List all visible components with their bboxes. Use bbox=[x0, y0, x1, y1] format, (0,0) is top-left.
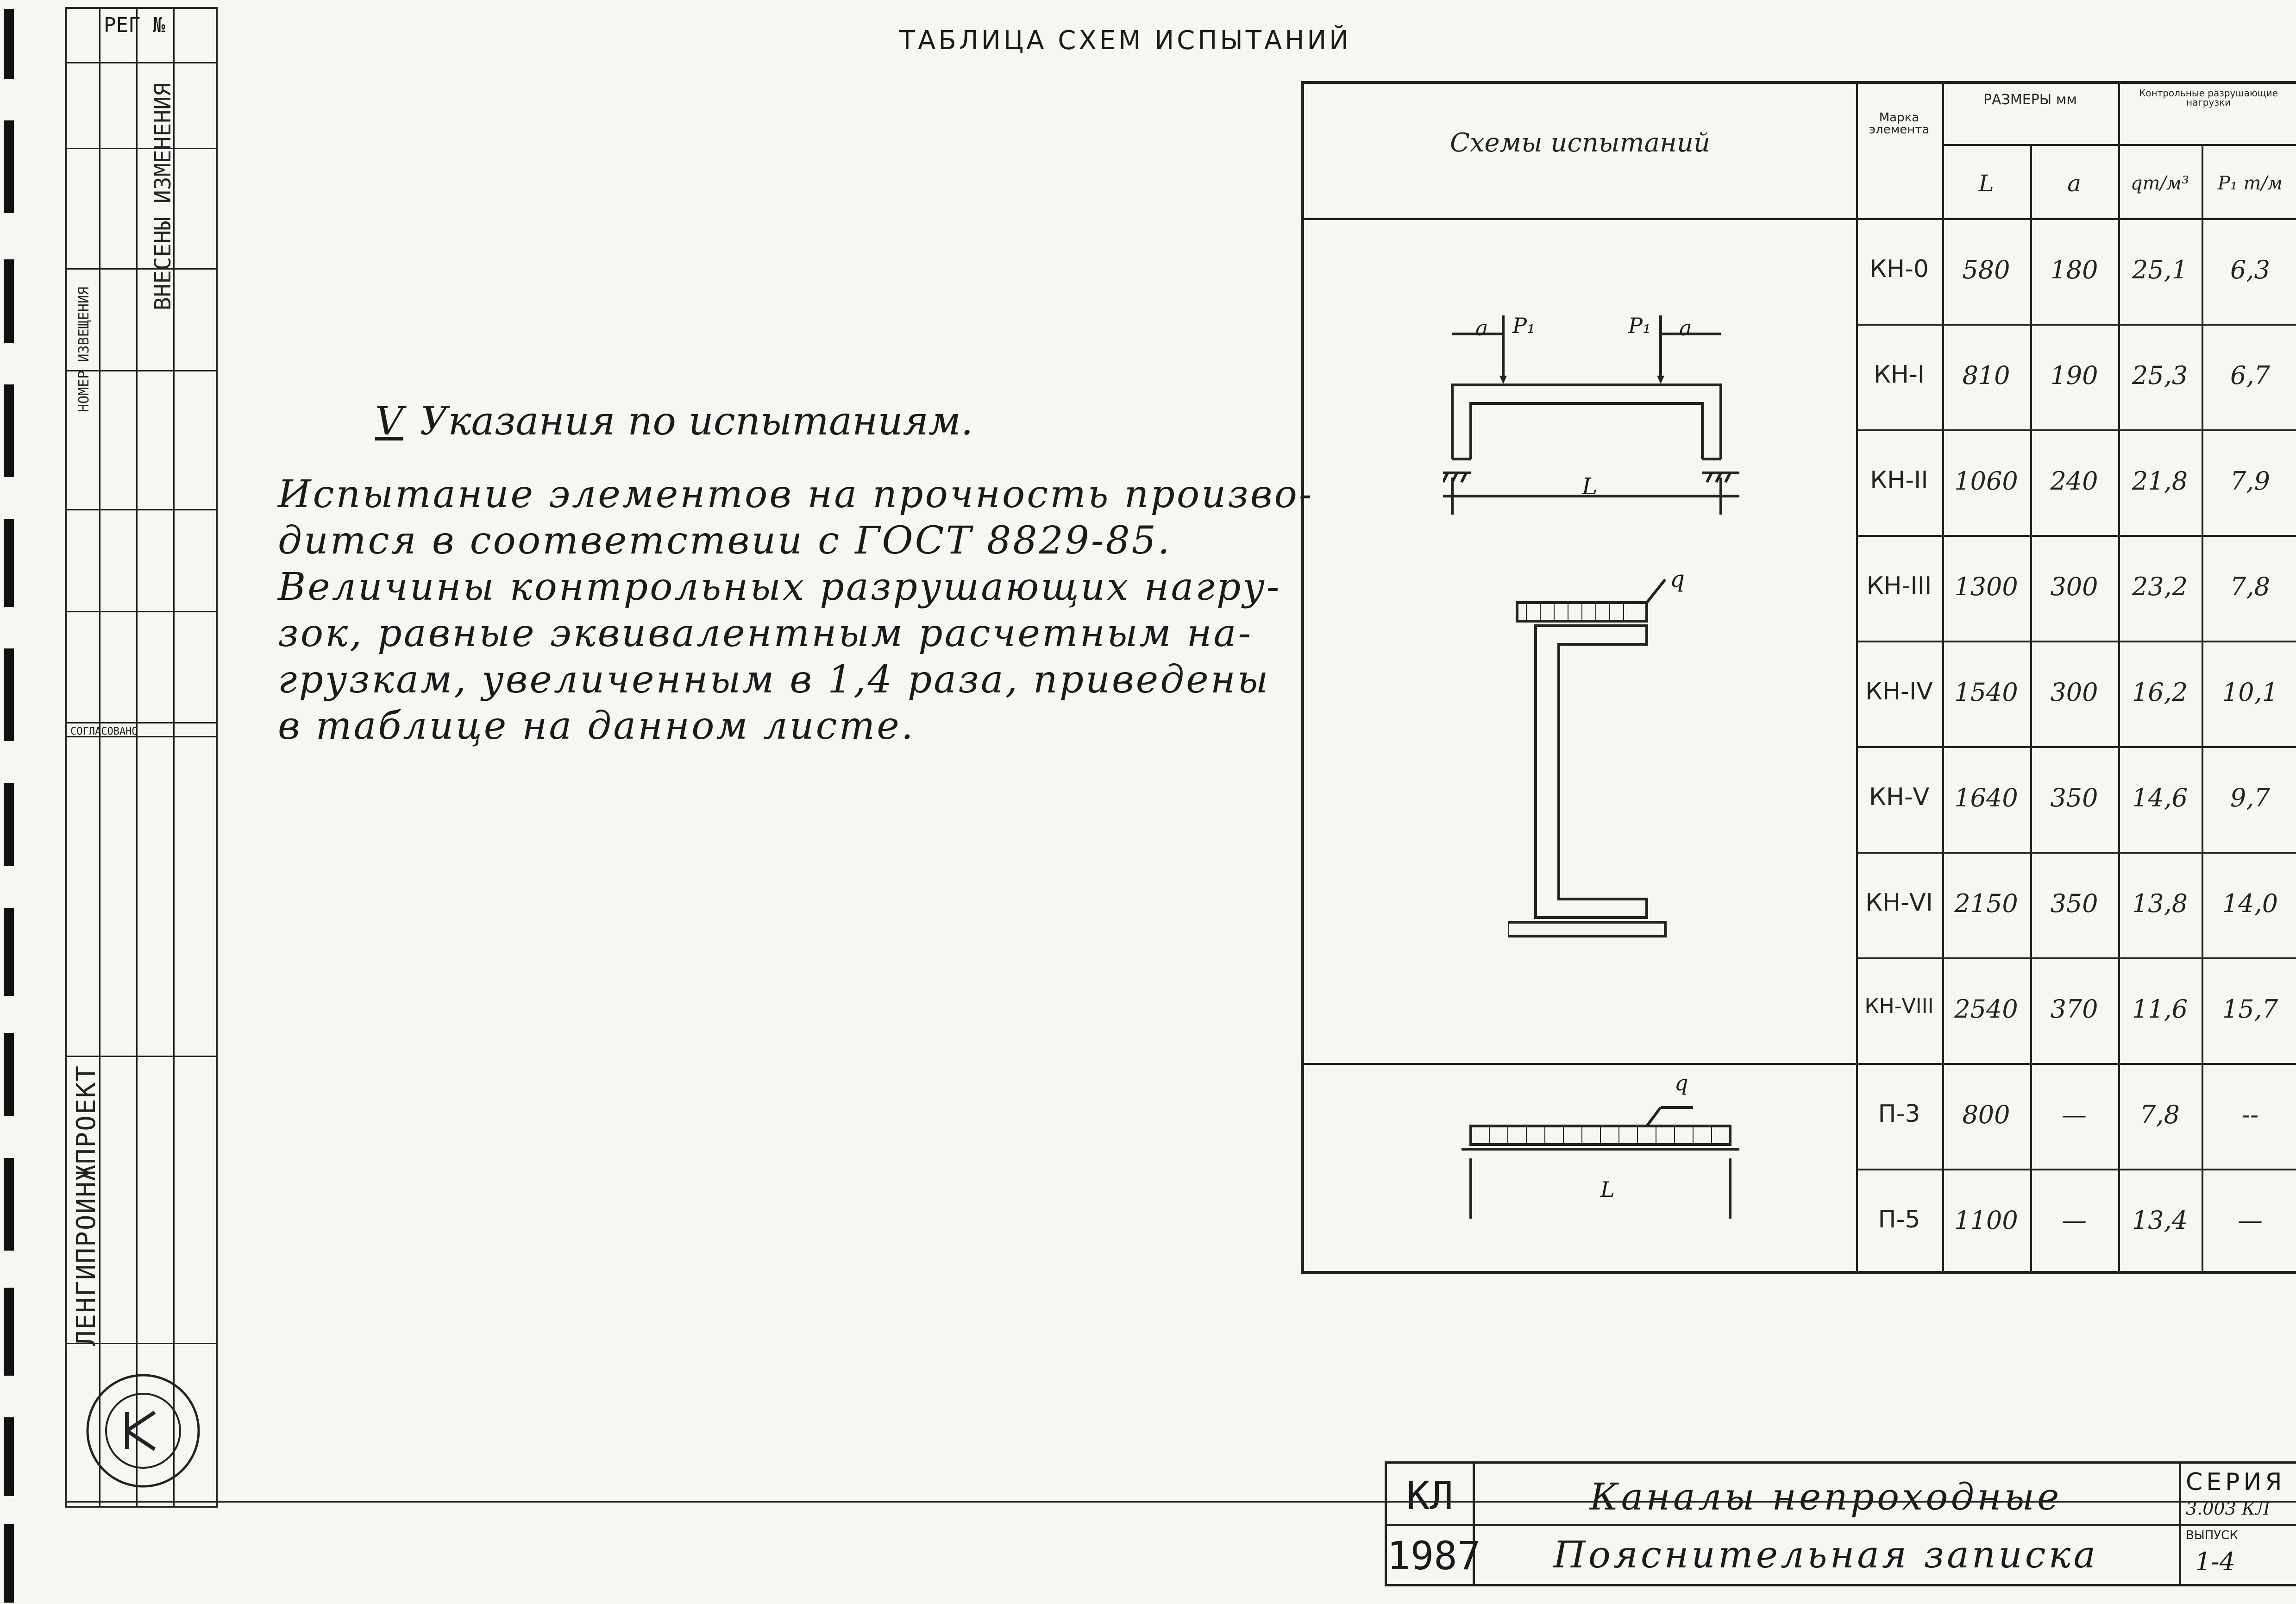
row-p: 14,0 bbox=[2222, 889, 2278, 918]
row-q: 13,8 bbox=[2132, 889, 2188, 918]
label-l: L bbox=[1582, 473, 1598, 500]
row-p: 9,7 bbox=[2230, 783, 2270, 812]
row-mark: КН-I bbox=[1873, 361, 1925, 389]
row-a: 350 bbox=[2050, 783, 2098, 812]
issue-value: 1-4 bbox=[2195, 1547, 2235, 1576]
section-title-text: Указания по испытаниям. bbox=[420, 398, 973, 444]
body-line: Испытание элементов на прочность произво- bbox=[278, 472, 1314, 516]
label-a: a bbox=[1475, 315, 1488, 340]
row-l: 810 bbox=[1962, 361, 2010, 390]
row-q: 7,8 bbox=[2140, 1100, 2180, 1129]
row-a: 300 bbox=[2050, 572, 2098, 601]
row-q: 25,3 bbox=[2132, 361, 2188, 390]
row-mark: КН-VI bbox=[1865, 889, 1933, 917]
series-label: СЕРИЯ bbox=[2186, 1468, 2286, 1496]
row-q: 11,6 bbox=[2132, 994, 2188, 1024]
series-value: 3.003 КЛ bbox=[2186, 1498, 2270, 1519]
row-p: 7,8 bbox=[2230, 572, 2270, 601]
row-l: 1640 bbox=[1954, 783, 2018, 812]
header-sizes: РАЗМЕРЫ мм bbox=[1983, 92, 2077, 108]
row-a: 190 bbox=[2050, 361, 2098, 390]
row-q: 13,4 bbox=[2132, 1206, 2188, 1235]
row-q: 16,2 bbox=[2132, 678, 2188, 707]
header-loads: Контрольные разрушающие нагрузки bbox=[2139, 88, 2278, 108]
label-a: a bbox=[1679, 315, 1692, 340]
row-l: 1540 bbox=[1954, 678, 2018, 707]
row-mark: КН-IV bbox=[1865, 678, 1933, 705]
header-q: qт/м³ bbox=[2130, 173, 2189, 194]
row-mark: КН-III bbox=[1866, 572, 1932, 600]
title-subtitle: Пояснительная записка bbox=[1553, 1533, 2099, 1576]
row-a: 300 bbox=[2050, 678, 2098, 707]
issue-label: ВЫПУСК bbox=[2186, 1529, 2238, 1542]
row-mark: КН-0 bbox=[1869, 255, 1929, 283]
table-title: ТАБЛИЦА СХЕМ ИСПЫТАНИЙ bbox=[899, 25, 1352, 56]
frame-bottom-line bbox=[65, 1501, 2296, 1503]
row-mark: КН-VIII bbox=[1864, 994, 1934, 1018]
row-mark: КН-II bbox=[1870, 466, 1928, 494]
label-l: L bbox=[1600, 1177, 1615, 1202]
label-q: q bbox=[1675, 1070, 1688, 1095]
row-p: -- bbox=[2241, 1100, 2259, 1129]
institute-name: ЛЕНГИПРОИНЖПРОЕКТ bbox=[71, 1065, 101, 1346]
row-q: 23,2 bbox=[2132, 572, 2188, 601]
label-p1: P₁ bbox=[1628, 313, 1651, 338]
body-line: зок, равные эквивалентным расчетным на- bbox=[278, 611, 1253, 655]
title-year: 1987 bbox=[1387, 1533, 1481, 1579]
header-l: L bbox=[1978, 170, 1994, 197]
frame-load-scheme bbox=[1443, 306, 1767, 566]
row-a: 350 bbox=[2050, 889, 2098, 918]
label-q: q bbox=[1670, 566, 1685, 592]
row-q: 14,6 bbox=[2132, 783, 2188, 812]
section-number: V bbox=[375, 398, 403, 444]
approved-label: СОГЛАСОВАНО bbox=[70, 726, 138, 737]
row-a: — bbox=[2062, 1100, 2087, 1129]
row-l: 2540 bbox=[1954, 994, 2018, 1024]
title-block bbox=[1385, 1461, 2296, 1586]
row-q: 25,1 bbox=[2132, 255, 2188, 284]
row-l: 580 bbox=[1962, 255, 2010, 284]
row-p: 15,7 bbox=[2222, 994, 2278, 1024]
tests-table bbox=[1301, 81, 2296, 1274]
row-p: 7,9 bbox=[2230, 466, 2270, 496]
row-l: 1300 bbox=[1954, 572, 2018, 601]
row-a: 370 bbox=[2050, 994, 2098, 1024]
row-p: 6,7 bbox=[2230, 361, 2270, 390]
label-p1: P₁ bbox=[1512, 313, 1536, 338]
row-a: 240 bbox=[2050, 466, 2098, 496]
section-load-scheme bbox=[1508, 575, 1702, 955]
binding-edge bbox=[0, 0, 19, 1604]
row-q: 21,8 bbox=[2132, 466, 2188, 496]
row-p: 6,3 bbox=[2230, 255, 2270, 284]
header-schemes: Схемы испытаний bbox=[1449, 128, 1711, 158]
header-p: P₁ т/м bbox=[2217, 173, 2283, 194]
header-a: a bbox=[2067, 170, 2081, 197]
header-mark: Марка элемента bbox=[1869, 111, 1930, 137]
row-mark: КН-V bbox=[1869, 783, 1930, 811]
row-l: 800 bbox=[1962, 1100, 2010, 1129]
institute-emblem-icon bbox=[76, 1361, 210, 1500]
stamp-strip bbox=[65, 7, 218, 1508]
changes-columns: НОМЕР ИЗВЕЩЕНИЯ bbox=[76, 287, 92, 412]
section-title bbox=[375, 398, 973, 444]
beam-load-scheme bbox=[1452, 1089, 1758, 1246]
row-p: — bbox=[2238, 1206, 2263, 1235]
changes-header: ВНЕСЕНЫ ИЗМЕНЕНИЯ bbox=[150, 83, 176, 311]
row-a: 180 bbox=[2050, 255, 2098, 284]
row-l: 2150 bbox=[1954, 889, 2018, 918]
row-l: 1100 bbox=[1954, 1206, 2018, 1235]
body-line: грузкам, увеличенным в 1,4 раза, приведены bbox=[278, 658, 1270, 702]
row-l: 1060 bbox=[1954, 466, 2018, 496]
row-mark: П-3 bbox=[1878, 1100, 1920, 1128]
title-name: Каналы непроходные bbox=[1589, 1475, 2062, 1518]
body-line: в таблице на данном листе. bbox=[278, 704, 915, 748]
row-mark: П-5 bbox=[1878, 1206, 1920, 1233]
title-code: КЛ bbox=[1406, 1473, 1454, 1518]
body-line: Величины контрольных разрушающих нагру- bbox=[278, 565, 1281, 609]
body-line: дится в соответствии с ГОСТ 8829-85. bbox=[278, 519, 1172, 563]
row-a: — bbox=[2062, 1206, 2087, 1235]
row-p: 10,1 bbox=[2222, 678, 2278, 707]
reg-label: РЕГ № bbox=[104, 13, 165, 37]
